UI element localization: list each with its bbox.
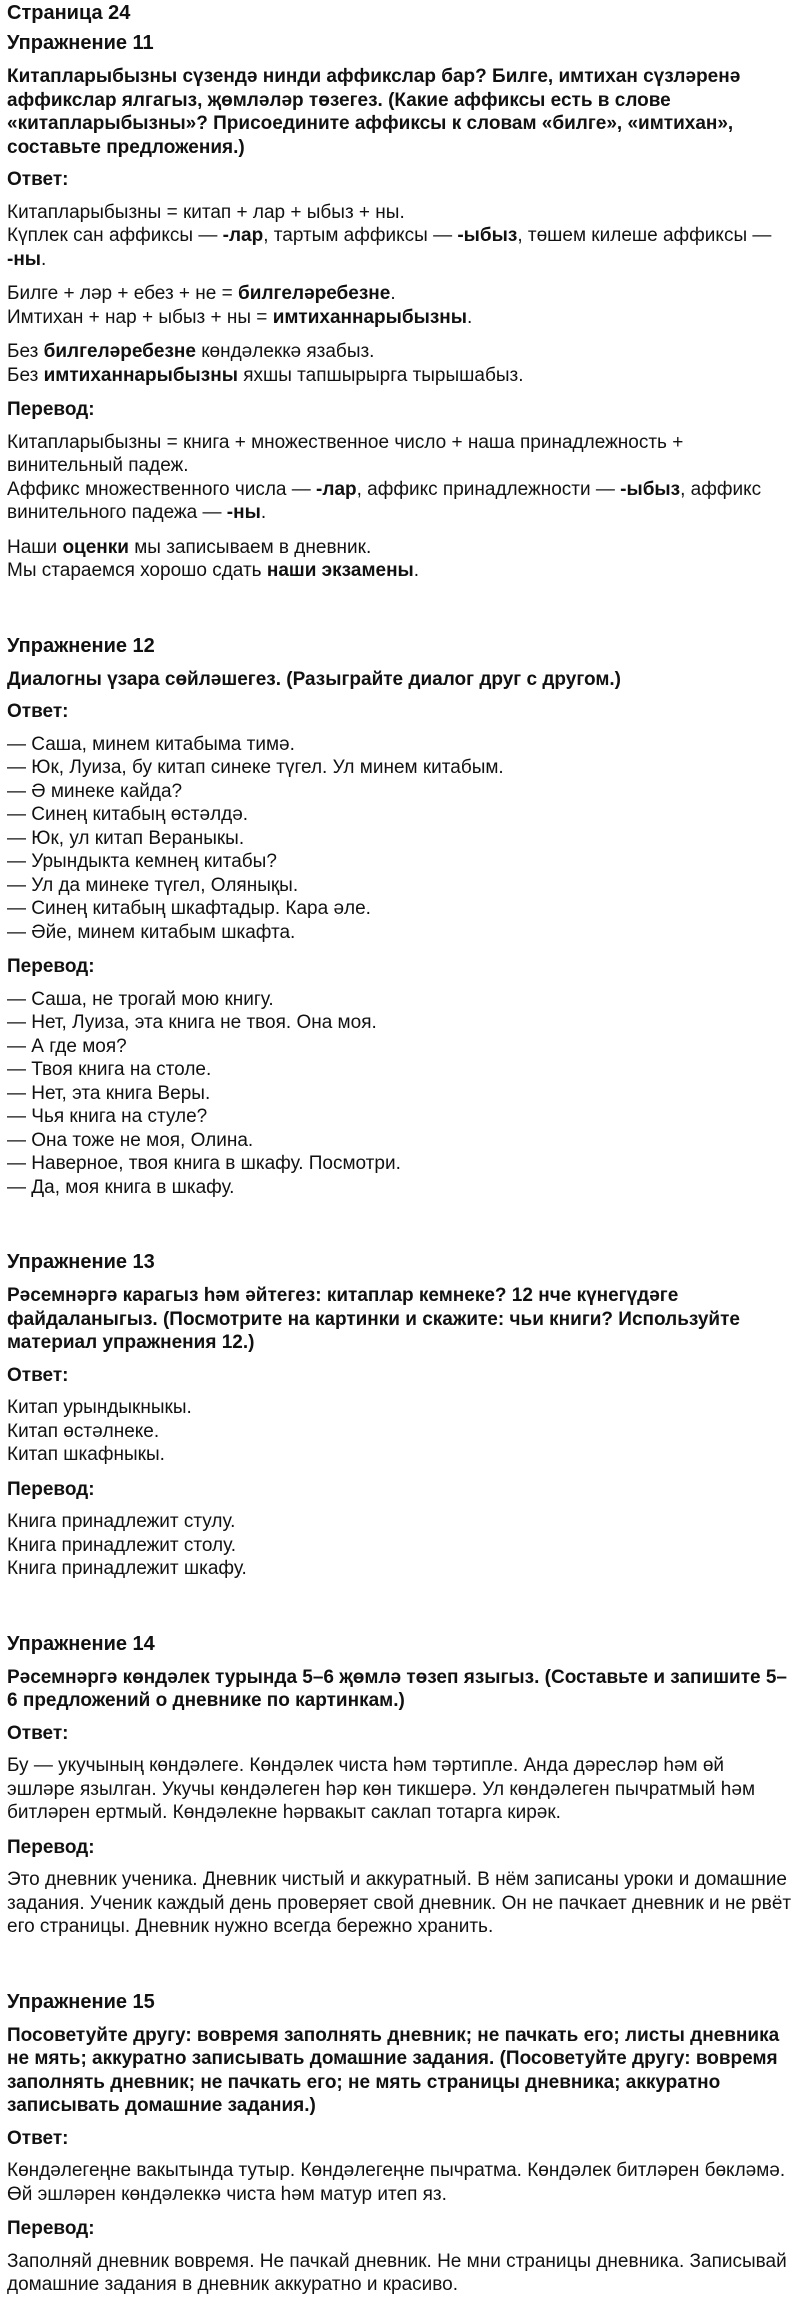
- translation-line: [7, 1105, 793, 1129]
- exercise-task: Диалогны үзара сөйләшегез. (Разыграйте диалог друг с другом.): [7, 668, 622, 690]
- bold-term: имтиханнарыбызны: [43, 364, 238, 386]
- text-segment: — Она тоже не моя, Олина.: [7, 1129, 254, 1151]
- text-segment: — Наверное, твоя книга в шкафу. Посмотри.: [7, 1153, 401, 1174]
- answer-label: Ответ:: [7, 701, 69, 722]
- text-segment: — Ул да минеке түгел, Олянықы.: [7, 874, 299, 896]
- translation-line: [7, 559, 793, 583]
- text-segment: — Синең китабың шкафтадыр. Кара әле.: [7, 898, 371, 919]
- answer-line: [7, 803, 793, 827]
- translation-line: [7, 1868, 793, 1939]
- translation-label: Перевод:: [7, 1836, 95, 1858]
- text-segment: Книга принадлежит столу.: [7, 1534, 236, 1556]
- answer-label: Ответ:: [7, 1364, 69, 1386]
- text-segment: — Нет, эта книга Веры.: [7, 1082, 211, 1104]
- answer-paragraph: [7, 282, 793, 329]
- translation-paragraph: [7, 1510, 793, 1581]
- translation-line: [7, 2250, 793, 2297]
- text-segment: , аффикс принадлежности —: [356, 478, 621, 500]
- answer-line: [7, 224, 793, 271]
- translation-line: [7, 988, 793, 1012]
- answer-line: [7, 201, 793, 225]
- text-segment: Китап шкафныкы.: [7, 1444, 165, 1465]
- answer-line: [7, 1443, 793, 1467]
- exercise-task: Посоветуйте другу: вовремя заполнять дневник; не пачкать его; листы дневника не мять; аккуратно записывать домашние задания. (Посоветуйте другу: вовремя заполнять дневник; не пачкать его; не мять страницы дневника; аккуратно записывать домашние задания.): [7, 2024, 780, 2116]
- answer-label: Ответ:: [7, 1722, 69, 1744]
- exercise-task: Рәсемнәргә көндәлек турында 5–6 җөмлә төзеп языгыз. (Составьте и запишите 5–6 предложений о дневнике по картинкам.): [7, 1666, 788, 1711]
- text-segment: Китап өстәлнеке.: [7, 1420, 160, 1442]
- text-segment: — Юк, ул китап Вераныкы.: [7, 827, 245, 849]
- text-segment: — Саша, не трогай мою книгу.: [7, 988, 274, 1010]
- translation-line: [7, 1152, 793, 1176]
- answer-label: Ответ:: [7, 2127, 69, 2149]
- text-segment: Билге + ләр + ебез + не =: [7, 283, 239, 304]
- text-segment: Это дневник ученика. Дневник чистый и аккуратный. В нём записаны уроки и домашние задания. Ученик каждый день проверяет свой дневник. Он не пачкает дневник и не рвёт его страницы. Дневник нужно всегда бережно хранить.: [7, 1869, 792, 1937]
- answer-line: [7, 827, 793, 851]
- text-segment: Имтихан + нар + ыбыз + ны =: [7, 306, 273, 328]
- text-segment: Китапларыбызны = китап + лар + ыбыз + ны.: [7, 201, 405, 223]
- translation-line: [7, 1510, 793, 1534]
- text-segment: .: [260, 502, 267, 523]
- answer-line: [7, 1754, 793, 1825]
- exercise-spacer: [7, 1592, 793, 1632]
- page-title: Страница 24: [7, 2, 131, 24]
- exercise-13: [7, 1250, 793, 1581]
- translation-line: [7, 1011, 793, 1035]
- answer-paragraph: [7, 733, 793, 945]
- text-segment: Китап урындыкныкы.: [7, 1397, 192, 1418]
- text-segment: Без: [7, 341, 44, 362]
- bold-term: -лар: [222, 225, 264, 246]
- translation-label: Перевод:: [7, 956, 95, 977]
- text-segment: , төшем килеше аффиксы —: [517, 225, 772, 246]
- bold-term: билгеләребезне: [238, 283, 391, 304]
- exercise-11: [7, 31, 793, 583]
- answer-line: [7, 874, 793, 898]
- answer-line: [7, 780, 793, 804]
- text-segment: — Твоя книга на столе.: [7, 1059, 212, 1080]
- text-segment: Наши: [7, 536, 63, 558]
- text-segment: .: [467, 306, 473, 328]
- exercise-title: Упражнение 13: [7, 1251, 155, 1273]
- translation-line: [7, 1534, 793, 1558]
- translation-line: [7, 1176, 793, 1200]
- bold-term: оценки: [62, 536, 129, 558]
- text-segment: — Әйе, минем китабым шкафта.: [7, 921, 296, 943]
- text-segment: — Юк, Луиза, бу китап синеке түгел. Ул минем китабым.: [7, 757, 504, 778]
- answer-paragraph: [7, 1754, 793, 1825]
- translation-line: [7, 478, 793, 525]
- text-segment: — Ә минеке кайда?: [7, 780, 183, 802]
- exercise-task: Китапларыбызны сүзендә нинди аффикслар бар? Билге, имтихан сүзләренә аффикслар ялгагыз, җөмләләр төзегез. (Какие аффиксы есть в слове «китапларыбызны»? Присоедините аффиксы к словам «билге», «имтихан», составьте предложения.): [7, 66, 741, 158]
- exercise-title: Упражнение 12: [7, 634, 155, 657]
- text-segment: , аффикс винительного падежа —: [7, 478, 762, 523]
- exercise-title: Упражнение 15: [7, 1990, 155, 2013]
- answer-paragraph: [7, 2159, 793, 2206]
- text-segment: Книга принадлежит шкафу.: [7, 1558, 247, 1579]
- translation-paragraph: [7, 431, 793, 525]
- bold-term: -ыбыз: [457, 225, 518, 246]
- answer-paragraph: [7, 201, 793, 272]
- translation-paragraph: [7, 988, 793, 1200]
- bold-term: -ны: [226, 502, 261, 523]
- text-segment: — А где моя?: [7, 1035, 127, 1057]
- translation-paragraph: [7, 536, 793, 583]
- text-segment: Күплек сан аффиксы —: [7, 225, 223, 246]
- text-segment: Без: [7, 364, 44, 386]
- text-segment: Мы стараемся хорошо сдать: [7, 560, 267, 581]
- translation-paragraph: [7, 1868, 793, 1939]
- answer-line: [7, 850, 793, 874]
- text-segment: .: [413, 560, 420, 581]
- exercise-spacer: [7, 1950, 793, 1990]
- answer-line: [7, 1420, 793, 1444]
- text-segment: — Саша, минем китабыма тимә.: [7, 733, 295, 755]
- text-segment: Көндәлегеңне вакытында тутыр. Көндәлегеңне пычратма. Көндәлек битләрен бөкләмә. Өй эшләрен көндәлеккә чиста һәм матур итеп яз.: [7, 2160, 786, 2205]
- text-segment: Книга принадлежит стулу.: [7, 1511, 236, 1532]
- exercise-title: Упражнение 14: [7, 1632, 155, 1655]
- translation-line: [7, 1557, 793, 1581]
- translation-label: Перевод:: [7, 2218, 95, 2239]
- text-segment: — Нет, Луиза, эта книга не твоя. Она моя.: [7, 1012, 377, 1033]
- exercise-spacer: [7, 594, 793, 634]
- exercise-task: Рәсемнәргә карагыз һәм әйтегез: китаплар кемнеке? 12 нче күнегүдәге файдаланыгыз. (Посмотрите на картинки и скажите: чьи книги? Используйте материал упражнения 12.): [7, 1285, 740, 1353]
- exercise-12: [7, 634, 793, 1200]
- answer-line: [7, 1396, 793, 1420]
- text-segment: Аффикс множественного числа —: [7, 478, 317, 500]
- bold-term: билгеләребезне: [43, 341, 196, 362]
- answer-line: [7, 733, 793, 757]
- text-segment: — Урындыкта кемнең китабы?: [7, 851, 277, 872]
- text-segment: — Синең китабың өстәлдә.: [7, 804, 249, 825]
- translation-line: [7, 1082, 793, 1106]
- exercise-list: [7, 31, 793, 2297]
- bold-term: наши экзамены: [266, 560, 414, 581]
- answer-line: [7, 2159, 793, 2206]
- text-segment: .: [41, 248, 47, 270]
- translation-label: Перевод:: [7, 1478, 95, 1500]
- text-segment: , тартым аффиксы —: [263, 225, 458, 246]
- translation-line: [7, 536, 793, 560]
- answer-line: [7, 921, 793, 945]
- bold-term: имтиханнарыбызны: [272, 306, 468, 328]
- text-segment: Заполняй дневник вовремя. Не пачкай дневник. Не мни страницы дневника. Записывай домашние задания в дневник аккуратно и красиво.: [7, 2250, 787, 2295]
- answer-line: [7, 756, 793, 780]
- answer-line: [7, 364, 793, 388]
- exercise-14: [7, 1632, 793, 1939]
- text-segment: Бу — укучының көндәлеге. Көндәлек чиста һәм тәртипле. Анда дәресләр һәм өй эшләре язылган. Укучы көндәлеген һәр көн тикшерә. Ул көндәлеген пычратмый һәм битләрен ертмый. Көндәлекне һәрвакыт саклап тотарга кирәк.: [7, 1755, 756, 1823]
- translation-line: [7, 431, 793, 478]
- answer-line: [7, 897, 793, 921]
- text-segment: Китапларыбызны = книга + множественное число + наша принадлежность + винительный падеж.: [7, 431, 684, 476]
- translation-paragraph: [7, 2250, 793, 2297]
- bold-term: -ны: [7, 248, 42, 270]
- exercise-spacer: [7, 1210, 793, 1250]
- translation-label: Перевод:: [7, 399, 95, 420]
- answer-label: Ответ:: [7, 169, 69, 190]
- translation-line: [7, 1129, 793, 1153]
- answer-paragraph: [7, 1396, 793, 1467]
- text-segment: .: [390, 283, 396, 304]
- translation-line: [7, 1058, 793, 1082]
- translation-line: [7, 1035, 793, 1059]
- exercise-title: Упражнение 11: [7, 32, 154, 54]
- exercise-15: [7, 1990, 793, 2297]
- text-segment: көндәлеккә язабыз.: [195, 341, 375, 362]
- text-segment: яхшы тапшырырга тырышабыз.: [237, 364, 524, 386]
- answer-line: [7, 282, 793, 306]
- answer-paragraph: [7, 340, 793, 387]
- answer-line: [7, 306, 793, 330]
- bold-term: -ыбыз: [620, 478, 681, 500]
- text-segment: мы записываем в дневник.: [128, 536, 372, 558]
- answer-line: [7, 340, 793, 364]
- text-segment: — Чья книга на стуле?: [7, 1106, 208, 1127]
- text-segment: — Да, моя книга в шкафу.: [7, 1176, 235, 1198]
- bold-term: -лар: [316, 478, 357, 500]
